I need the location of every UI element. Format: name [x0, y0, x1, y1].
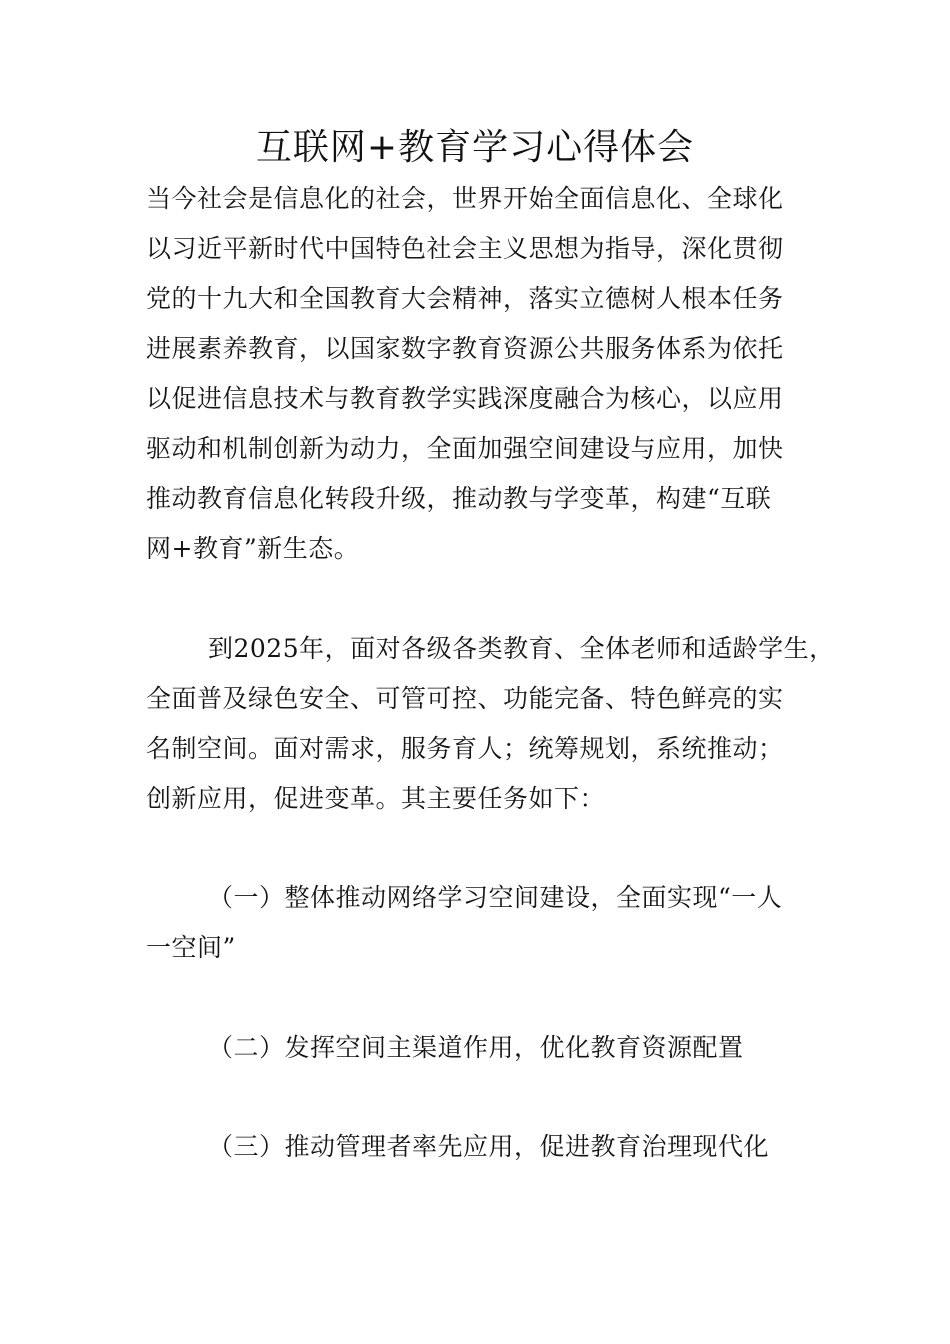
paragraph-line: 创新应用，促进变革。其主要任务如下：	[146, 784, 606, 813]
paragraph-line: 进展素养教育，以国家数字教育资源公共服务体系为依托	[146, 334, 784, 363]
task-heading-3: （三）推动管理者率先应用，促进教育治理现代化	[208, 1132, 770, 1161]
paragraph-line: 驱动和机制创新为动力，全面加强空间建设与应用，加快	[146, 434, 784, 463]
paragraph-line: 党的十九大和全国教育大会精神，落实立德树人根本任务	[146, 284, 784, 313]
task-heading-2: （二）发挥空间主渠道作用，优化教育资源配置	[208, 1033, 744, 1062]
paragraph-line: 网+教育”新生态。	[146, 534, 360, 563]
paragraph-line: 到2025年，面对各级各类教育、全体老师和适龄学生，	[208, 634, 835, 663]
task-heading-1: （一）整体推动网络学习空间建设，全面实现“一人	[208, 883, 783, 912]
paragraph-line: 以促进信息技术与教育教学实践深度融合为核心，以应用	[146, 384, 784, 413]
task-heading-1-continued: 一空间”	[146, 933, 236, 962]
paragraph-line: 当今社会是信息化的社会，世界开始全面信息化、全球化	[146, 184, 784, 213]
paragraph-line: 推动教育信息化转段升级，推动教与学变革，构建“互联	[146, 484, 772, 513]
paragraph-line: 全面普及绿色安全、可管可控、功能完备、特色鲜亮的实	[146, 684, 784, 713]
paragraph-line: 名制空间。面对需求，服务育人；统筹规划，系统推动；	[146, 734, 784, 763]
paragraph-line: 以习近平新时代中国特色社会主义思想为指导，深化贯彻	[146, 234, 784, 263]
document-title: 互联网+教育学习心得体会	[255, 127, 695, 168]
